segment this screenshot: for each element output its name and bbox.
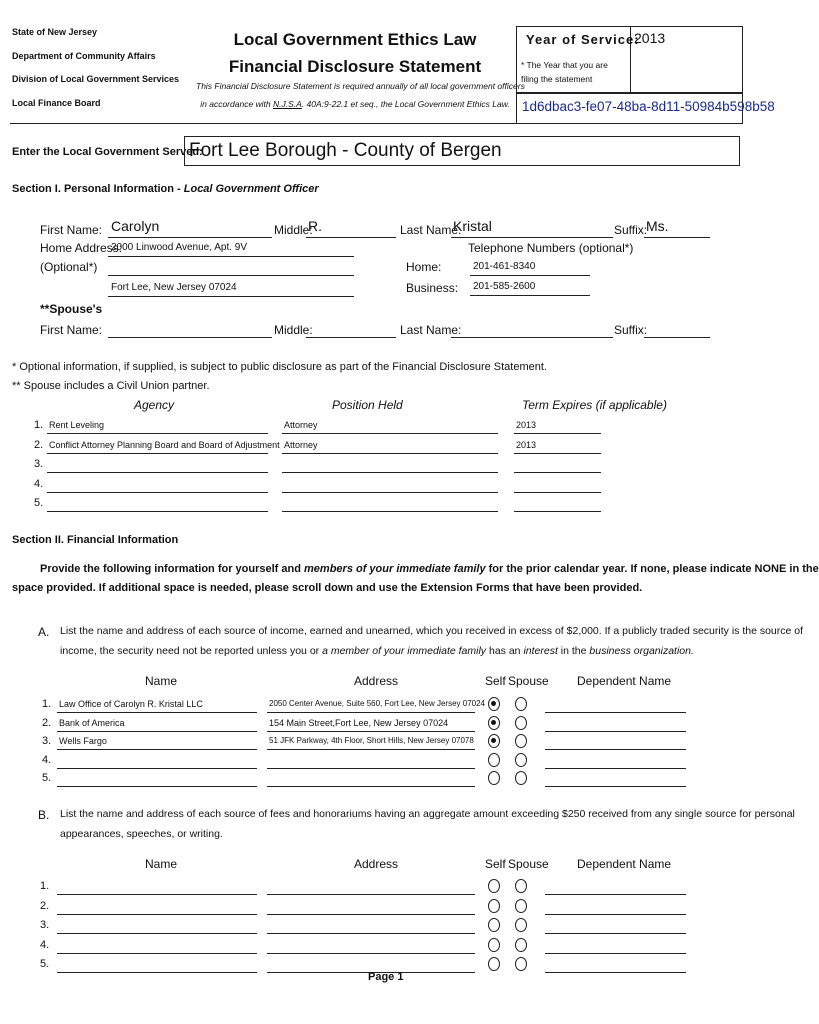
row-number: 5. (42, 772, 52, 784)
address-line2-field[interactable]: Fort Lee, New Jersey 07024 (111, 282, 237, 293)
position-value[interactable]: Attorney (284, 420, 318, 430)
income-name-value[interactable]: Wells Fargo (59, 736, 107, 746)
middle-label: Middle: (274, 223, 313, 237)
suffix-label: Suffix: (614, 223, 648, 237)
self-radio[interactable] (488, 753, 500, 767)
income-address-field[interactable] (267, 768, 475, 769)
fee-address-field[interactable] (267, 933, 475, 934)
part-a-address-header: Address (354, 674, 399, 688)
row-number: 4. (34, 477, 44, 490)
agency-field[interactable] (47, 472, 268, 473)
spouse-note: ** Spouse includes a Civil Union partner. (12, 380, 210, 392)
spouse-middle-field[interactable] (306, 337, 396, 338)
self-radio[interactable] (488, 918, 500, 932)
self-radio[interactable] (488, 899, 500, 913)
row-number: 4. (42, 753, 52, 766)
header-rule (10, 123, 516, 124)
statute-line1: This Financial Disclosure Statement is required annually of all local government officers (196, 81, 525, 91)
income-name-field[interactable] (57, 712, 257, 713)
part-a-text-line1: List the name and address of each source of income, earned and unearned, which you received in excess of $2,000. If a publicly traded security is the source of (60, 625, 804, 637)
optional-label: (Optional*) (40, 260, 98, 274)
section1-title: Section I. Personal Information - Local Government Officer (12, 183, 319, 195)
served-label: Enter the Local Government Served: (12, 146, 203, 158)
dependent-name-field[interactable] (545, 914, 686, 915)
part-b-text-line2: appearances, speeches, or writing. (60, 828, 223, 840)
row-number: 3. (40, 919, 50, 931)
spouse-radio[interactable] (515, 899, 527, 913)
fee-address-field[interactable] (267, 894, 475, 895)
self-radio[interactable] (488, 771, 500, 785)
row-number: 1. (40, 880, 50, 892)
part-a-dependent-header: Dependent Name (577, 674, 672, 688)
year-value[interactable]: 2013 (634, 30, 666, 46)
spouse-middle-label: Middle: (274, 323, 313, 337)
row-number: 2. (34, 438, 44, 451)
fee-name-field[interactable] (57, 894, 257, 895)
last-name-field[interactable]: Kristal (453, 218, 492, 234)
spouse-radio[interactable] (515, 918, 527, 932)
income-address-field[interactable] (267, 731, 475, 732)
suffix-line (644, 237, 710, 238)
part-a-spouse-header: Spouse (508, 674, 549, 688)
served-value[interactable]: Fort Lee Borough - County of Bergen (189, 140, 502, 161)
header-board: Local Finance Board (12, 98, 101, 108)
income-name-value[interactable]: Law Office of Carolyn R. Kristal LLC (59, 699, 203, 709)
dependent-name-field[interactable] (545, 712, 686, 713)
row-number: 5. (34, 497, 44, 509)
fee-name-field[interactable] (57, 953, 257, 954)
address-line1-field[interactable]: 2000 Linwood Avenue, Apt. 9V (111, 242, 248, 253)
income-address-value[interactable]: 51 JFK Parkway, 4th Floor, Short Hills, New Jersey 07078 (269, 736, 474, 745)
middle-field[interactable]: R. (308, 218, 322, 234)
part-b-address-header: Address (354, 857, 399, 871)
first-name-label: First Name: (40, 223, 103, 237)
position-value[interactable]: Attorney (284, 439, 318, 450)
row-number: 4. (40, 938, 50, 951)
agency-value[interactable]: Conflict Attorney Planning Board and Board of Adjustment (49, 439, 280, 450)
year-label: Year of Service: (526, 32, 640, 47)
business-phone-label: Business: (406, 281, 459, 295)
fee-name-field[interactable] (57, 933, 257, 934)
self-radio[interactable] (488, 938, 500, 952)
position-field[interactable] (282, 472, 498, 473)
first-name-field[interactable]: Carolyn (111, 218, 160, 234)
spouse-last-name-field[interactable] (451, 337, 613, 338)
position-header: Position Held (332, 398, 403, 412)
part-a-name-header: Name (145, 674, 178, 688)
spouse-radio[interactable] (515, 753, 527, 767)
part-b-text-line1: List the name and address of each source of fees and honorariums having an aggregate amount exceeding $250 received from any single source for personal (60, 808, 795, 820)
agency-field[interactable] (47, 453, 268, 454)
income-name-value[interactable]: Bank of America (59, 717, 125, 728)
dependent-name-field[interactable] (545, 786, 686, 787)
section2-title: Section II. Financial Information (12, 534, 179, 546)
row-number: 2. (42, 716, 52, 729)
part-a-letter: A. (38, 625, 50, 639)
income-name-field[interactable] (57, 786, 257, 787)
spouse-radio[interactable] (515, 734, 527, 748)
year-note: * The Year that you are filing the statement (521, 60, 608, 84)
business-phone-line (470, 295, 590, 296)
spouse-suffix-field[interactable] (644, 337, 710, 338)
part-b-spouse-header: Spouse (508, 857, 549, 871)
position-field[interactable] (282, 453, 498, 454)
spouse-radio[interactable] (515, 938, 527, 952)
page-number: Page 1 (368, 971, 404, 983)
home-phone-label: Home: (406, 260, 442, 274)
income-address-value[interactable]: 154 Main Street,Fort Lee, New Jersey 07024 (269, 717, 449, 728)
part-b-letter: B. (38, 808, 50, 822)
spouse-label: **Spouse's (40, 302, 103, 316)
fee-name-field[interactable] (57, 972, 257, 973)
dependent-name-field[interactable] (545, 933, 686, 934)
dependent-name-field[interactable] (545, 731, 686, 732)
row-number: 3. (34, 458, 44, 470)
spouse-radio[interactable] (515, 957, 527, 971)
position-field[interactable] (282, 511, 498, 512)
agency-field[interactable] (47, 511, 268, 512)
header-division: Division of Local Government Services (12, 74, 180, 84)
optional-note: * Optional information, if supplied, is subject to public disclosure as part of the Financial Disclosure Statement. (12, 361, 547, 373)
agency-field[interactable] (47, 492, 268, 493)
phones-label: Telephone Numbers (optional*) (468, 241, 634, 255)
term-header: Term Expires (if applicable) (522, 398, 667, 412)
self-radio[interactable] (488, 879, 500, 893)
income-address-field[interactable] (267, 786, 475, 787)
income-address-field[interactable] (267, 712, 475, 713)
spouse-radio[interactable] (515, 879, 527, 893)
self-radio[interactable] (488, 716, 500, 730)
home-phone-field[interactable]: 201-461-8340 (473, 261, 536, 272)
part-b-self-header: Self (485, 857, 506, 871)
spouse-suffix-label: Suffix: (614, 323, 648, 337)
spouse-last-name-label: Last Name: (400, 323, 462, 337)
last-name-label: Last Name: (400, 223, 462, 237)
spouse-radio[interactable] (515, 771, 527, 785)
middle-line (306, 237, 396, 238)
served-field[interactable] (184, 136, 740, 166)
position-field[interactable] (282, 433, 498, 434)
doc-id: 1d6dbac3-fe07-48ba-8d11-50984b598b58 (522, 99, 775, 114)
self-radio[interactable] (488, 957, 500, 971)
first-name-line (108, 237, 272, 238)
form-title: Local Government Ethics Law (233, 30, 477, 49)
agency-field[interactable] (47, 433, 268, 434)
dependent-name-field[interactable] (545, 749, 686, 750)
address2-line (108, 275, 354, 276)
address1-line (108, 256, 354, 257)
part-a-self-header: Self (485, 674, 506, 688)
dependent-name-field[interactable] (545, 768, 686, 769)
position-field[interactable] (282, 492, 498, 493)
row-number: 3. (42, 735, 52, 747)
address3-line (108, 296, 354, 297)
spouse-first-name-label: First Name: (40, 323, 103, 337)
term-field[interactable] (514, 433, 601, 434)
spouse-first-name-field[interactable] (108, 337, 272, 338)
section2-intro-line2: space provided. If additional space is needed, please scroll down and use the Extension Forms that have been provided. (12, 582, 643, 594)
term-field[interactable] (514, 472, 601, 473)
spouse-radio[interactable] (515, 697, 527, 711)
fee-address-field[interactable] (267, 914, 475, 915)
income-name-field[interactable] (57, 749, 257, 750)
term-value[interactable]: 2013 (516, 420, 537, 430)
self-radio[interactable] (488, 734, 500, 748)
last-name-line (451, 237, 613, 238)
row-number: 2. (40, 899, 50, 912)
form-subtitle: Financial Disclosure Statement (228, 57, 482, 76)
dependent-name-field[interactable] (545, 972, 686, 973)
header-department: Department of Community Affairs (12, 51, 156, 61)
income-name-field[interactable] (57, 768, 257, 769)
row-number: 1. (34, 419, 44, 431)
section2-intro-line1: Provide the following information for yourself and members of your immediate family for the prior calendar year. If none, please indicate NONE in the (40, 563, 819, 575)
income-address-field[interactable] (267, 749, 475, 750)
part-b-name-header: Name (145, 857, 178, 871)
fee-name-field[interactable] (57, 914, 257, 915)
home-address-label: Home Address: (40, 241, 123, 255)
income-name-field[interactable] (57, 731, 257, 732)
business-phone-field[interactable]: 201-585-2600 (473, 281, 536, 292)
dependent-name-field[interactable] (545, 894, 686, 895)
agency-value[interactable]: Rent Leveling (49, 420, 105, 430)
row-number: 1. (42, 698, 52, 710)
row-number: 5. (40, 958, 50, 970)
term-field[interactable] (514, 453, 601, 454)
suffix-field[interactable]: Ms. (646, 218, 669, 234)
agency-header: Agency (134, 398, 175, 412)
term-field[interactable] (514, 492, 601, 493)
part-a-text-line2: income, the security need not be reported unless you or a member of your immediate family has an interest in the business organization. (60, 645, 694, 657)
dependent-name-field[interactable] (545, 953, 686, 954)
part-b-dependent-header: Dependent Name (577, 857, 672, 871)
home-phone-line (470, 275, 590, 276)
header-state: State of New Jersey (12, 27, 98, 37)
fee-address-field[interactable] (267, 953, 475, 954)
statute-line2: in accordance with N.J.S.A. 40A:9-22.1 et seq., the Local Government Ethics Law. (200, 99, 510, 109)
spouse-radio[interactable] (515, 716, 527, 730)
income-address-value[interactable]: 2050 Center Avenue, Suite 560, Fort Lee, New Jersey 07024 (269, 699, 485, 708)
term-value[interactable]: 2013 (516, 439, 537, 450)
term-field[interactable] (514, 511, 601, 512)
self-radio[interactable] (488, 697, 500, 711)
